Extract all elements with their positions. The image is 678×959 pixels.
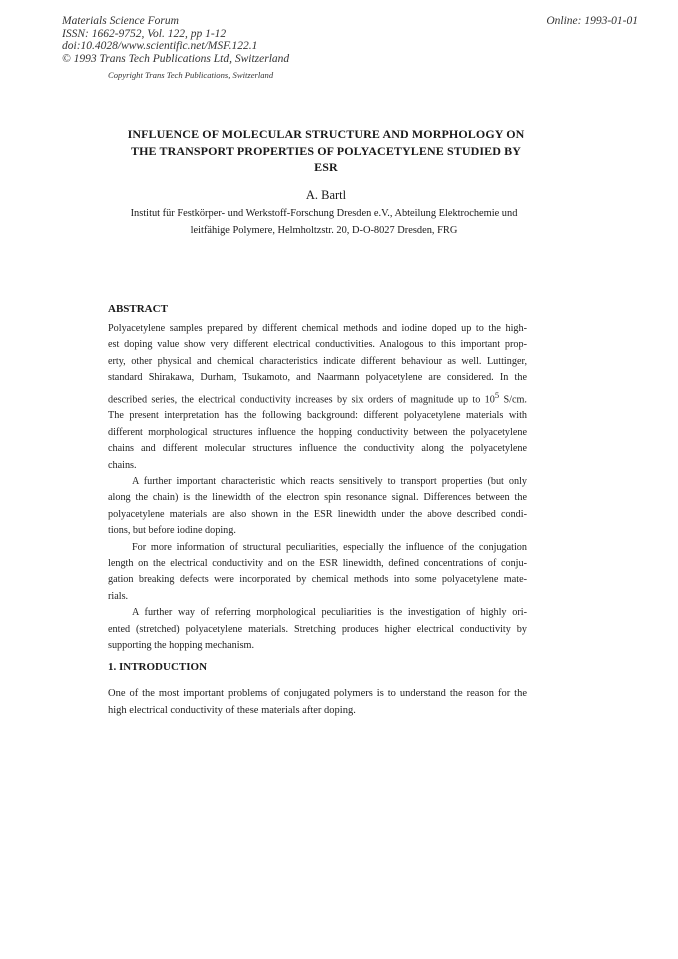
text-line: chains and different molecular structures influence the conductivity along the polyacetylene (108, 443, 527, 455)
text-line: est doping value show very different electrical conductivities. Analogous to this important prop- (108, 339, 527, 351)
abstract-heading: ABSTRACT (108, 303, 168, 315)
journal-name: Materials Science Forum (62, 15, 179, 27)
text-line: supporting the hopping mechanism. (108, 640, 255, 652)
text-line-with-superscript (108, 387, 527, 409)
text-segment: described series, the electrical conductivity increases by six orders of magnitude up to 10 (108, 394, 495, 406)
text-line: length on the electrical conductivity and on the ESR linewidth, defined concentrations of conju- (108, 558, 527, 570)
exponent: 5 (494, 389, 500, 400)
author-affiliation (108, 205, 540, 239)
title-line: THE TRANSPORT PROPERTIES OF POLYACETYLENE STUDIED BY (130, 143, 521, 158)
text-line: For more information of structural peculiarities, especially the influence of the conjugation (132, 541, 527, 553)
journal-header (62, 15, 289, 65)
text-line: gation breaking defects were incorporated by chemical methods into some polyacetylene mate- (108, 574, 527, 586)
issn-line: ISSN: 1662-9752, Vol. 122, pp 1-12 (62, 27, 227, 40)
text-line: different morphological structures influence the hopping conductivity between the polyacetylene (108, 426, 527, 438)
online-date: Online: 1993-01-01 (546, 15, 638, 27)
text-line: The present interpretation has the following background: different polyacetylene materials with (108, 410, 527, 422)
copyright-line: © 1993 Trans Tech Publications Ltd, Switzerland (62, 52, 290, 65)
abstract-paragraph (108, 474, 527, 540)
text-line: rials. (108, 590, 129, 602)
affiliation-line: Institut für Festkörper- und Werkstoff-Forschung Dresden e.V., Abteilung Elektrochemie und (130, 208, 518, 219)
text-line: chains. (108, 459, 137, 471)
abstract-paragraph (108, 321, 527, 474)
abstract-paragraph (108, 605, 527, 654)
abstract-paragraph (108, 540, 527, 606)
text-line: tions, but before iodine doping. (108, 525, 236, 537)
text-line: high electrical conductivity of these materials after doping. (108, 705, 356, 716)
cropped-scan-header (108, 64, 308, 69)
scan-copyright: Copyright Trans Tech Publications, Switzerland (108, 70, 274, 80)
text-line: along the chain) is the linewidth of the electron spin resonance signal. Differences between the (108, 492, 527, 504)
text-segment: S/cm. (499, 394, 527, 406)
abstract-body (108, 321, 527, 655)
text-line: standard Shirakawa, Durham, Tsukamoto, and Naarmann polyacetylene are considered. In the (108, 372, 527, 384)
doi-line: doi:10.4028/www.scientific.net/MSF.122.1 (62, 40, 258, 52)
introduction-body (108, 685, 527, 719)
introduction-heading: 1. INTRODUCTION (108, 661, 208, 673)
text-line: erty, other physical and chemical characteristics indicate different behaviour as well. Luttinger, (108, 355, 527, 367)
text-line: ented (stretched) polyacetylene materials. Stretching produces higher electrical conductivity by (108, 623, 527, 635)
text-line: A further way of referring morphological peculiarities is the investigation of highly ori- (132, 607, 527, 619)
title-line: INFLUENCE OF MOLECULAR STRUCTURE AND MORPHOLOGY ON (127, 127, 525, 141)
article-title (100, 126, 552, 176)
title-line: ESR (314, 160, 338, 174)
text-line: A further important characteristic which reacts sensitively to transport properties (but only (132, 476, 527, 488)
text-line: One of the most important problems of conjugated polymers is to understand the reason for the (108, 688, 527, 699)
author-name: A. Bartl (305, 188, 347, 202)
text-line: polyacetylene materials are also shown in the ESR linewidth under the above described condi- (108, 508, 527, 520)
text-line: Polyacetylene samples prepared by different chemical methods and iodine doped up to the high- (108, 323, 527, 334)
affiliation-line: leitfähige Polymere, Helmholtzstr. 20, D-O-8027 Dresden, FRG (190, 225, 458, 236)
